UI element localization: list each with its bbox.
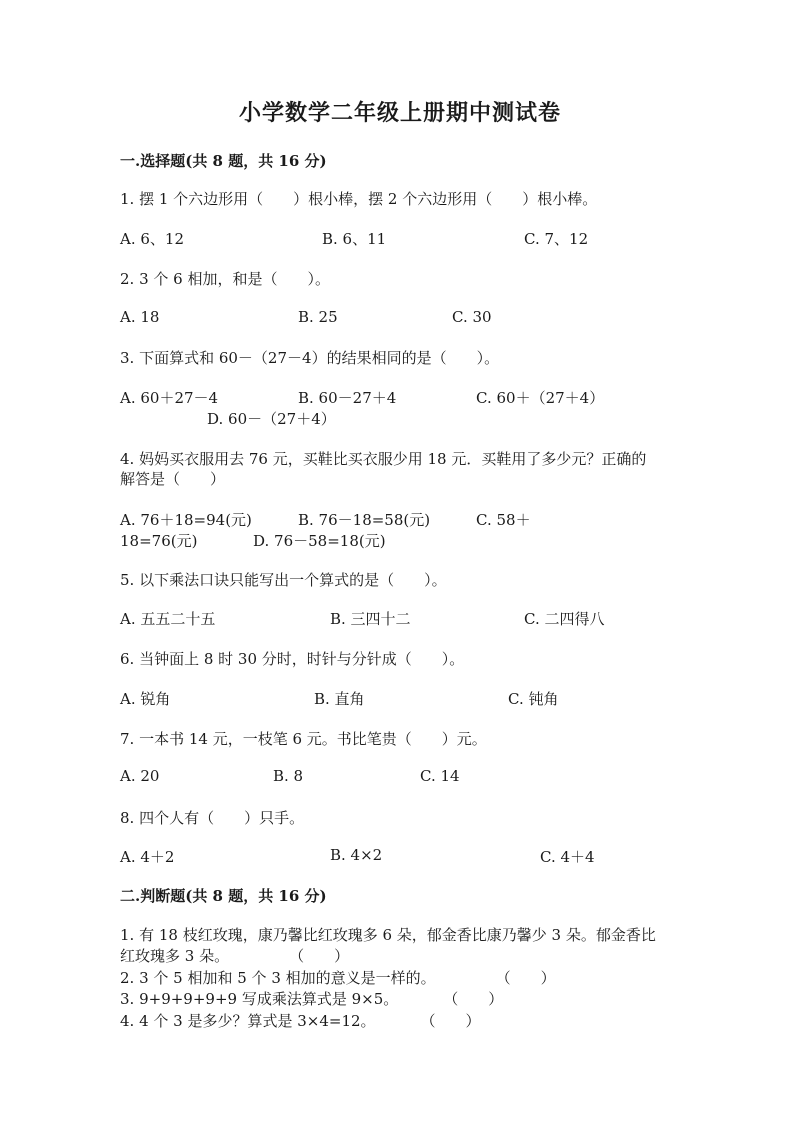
question-3-option-d: D. 60－（27＋4） xyxy=(207,410,336,428)
question-3-option-a: A. 60＋27－4 xyxy=(120,389,219,407)
question-1-stem: 1. 摆 1 个六边形用（ ）根小棒，摆 2 个六边形用（ ）根小棒。 xyxy=(120,190,598,208)
question-1-option-c: C. 7、12 xyxy=(524,230,589,248)
question-1-option-b: B. 6、11 xyxy=(322,230,387,248)
question-4-option-a: A. 76＋18=94(元) xyxy=(120,511,252,529)
judgement-line-3: 2. 3 个 5 相加和 5 个 3 相加的意义是一样的。 （ ） xyxy=(120,969,556,987)
question-6-option-c: C. 钝角 xyxy=(508,690,559,708)
question-3-option-b: B. 60－27＋4 xyxy=(298,389,397,407)
section-heading-judgement: 二.判断题(共 8 题，共 16 分) xyxy=(120,887,327,905)
question-2-option-c: C. 30 xyxy=(452,308,492,326)
question-2-stem: 2. 3 个 6 相加，和是（ ）。 xyxy=(120,270,330,288)
section-heading-choice: 一.选择题(共 8 题，共 16 分) xyxy=(120,152,327,170)
question-8-option-a: A. 4＋2 xyxy=(120,848,175,866)
question-7-option-a: A. 20 xyxy=(120,767,160,785)
question-7-option-b: B. 8 xyxy=(273,767,304,785)
judgement-line-4: 3. 9+9+9+9+9 写成乘法算式是 9×5。 （ ） xyxy=(120,990,504,1008)
question-4-stem-line2: 解答是（ ） xyxy=(120,470,226,488)
judgement-line-2: 红玫瑰多 3 朵。 （ ） xyxy=(120,947,350,965)
page-title: 小学数学二年级上册期中测试卷 xyxy=(238,100,561,126)
question-4-option-b: B. 76－18=58(元) xyxy=(298,511,431,529)
question-8-option-b: B. 4×2 xyxy=(330,846,383,864)
question-3-stem: 3. 下面算式和 60－（27－4）的结果相同的是（ ）。 xyxy=(120,349,500,367)
question-6-option-b: B. 直角 xyxy=(314,690,365,708)
question-7-option-c: C. 14 xyxy=(420,767,460,785)
question-5-option-c: C. 二四得八 xyxy=(524,610,605,628)
question-2-option-b: B. 25 xyxy=(298,308,338,326)
question-6-stem: 6. 当钟面上 8 时 30 分时，时针与分针成（ ）。 xyxy=(120,650,465,668)
judgement-line-5: 4. 4 个 3 是多少？算式是 3×4=12。 （ ） xyxy=(120,1012,481,1030)
question-4-stem-line1: 4. 妈妈买衣服用去 76 元，买鞋比买衣服少用 18 元．买鞋用了多少元？正确的 xyxy=(120,450,647,468)
question-3-option-c: C. 60＋（27＋4） xyxy=(476,389,605,407)
question-6-option-a: A. 锐角 xyxy=(120,690,171,708)
question-7-stem: 7. 一本书 14 元，一枝笔 6 元。书比笔贵（ ）元。 xyxy=(120,730,487,748)
question-4-option-c: C. 58＋ xyxy=(476,511,531,529)
question-2-option-a: A. 18 xyxy=(120,308,160,326)
question-8-option-c: C. 4＋4 xyxy=(540,848,595,866)
question-8-stem: 8. 四个人有（ ）只手。 xyxy=(120,809,305,827)
judgement-line-1: 1. 有 18 枝红玫瑰，康乃馨比红玫瑰多 6 朵，郁金香比康乃馨少 3 朵。郁金香比 xyxy=(120,926,656,944)
question-4-option-d: D. 76－58=18(元) xyxy=(253,532,386,550)
question-5-stem: 5. 以下乘法口诀只能写出一个算式的是（ ）。 xyxy=(120,571,447,589)
question-5-option-b: B. 三四十二 xyxy=(330,610,411,628)
question-4-option-c-continued: 18=76(元) xyxy=(120,532,198,550)
question-5-option-a: A. 五五二十五 xyxy=(120,610,216,628)
question-1-option-a: A. 6、12 xyxy=(120,230,184,248)
